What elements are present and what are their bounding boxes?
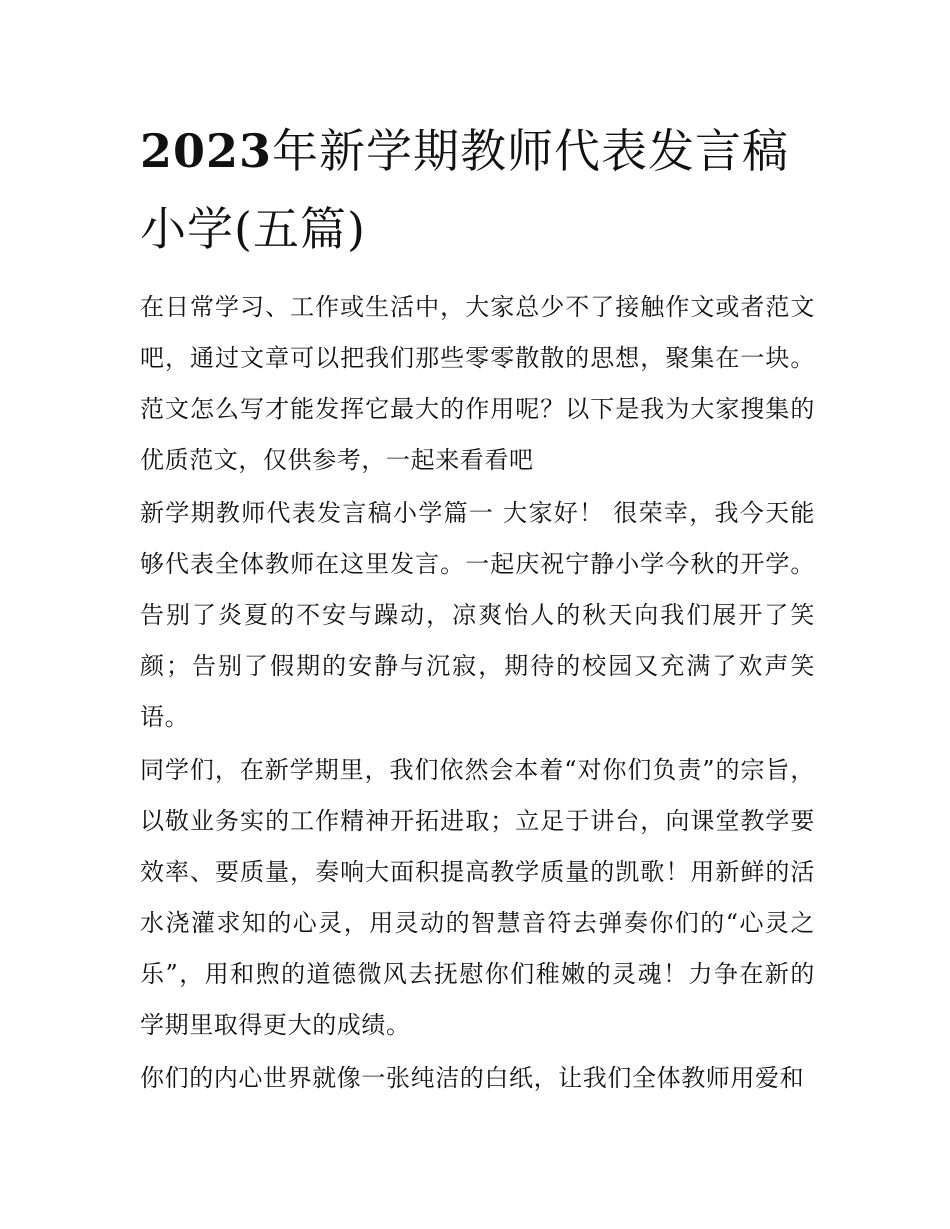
document-title <box>140 112 815 268</box>
intro-paragraph: 在日常学习、工作或生活中，大家总少不了接触作文或者范文吧，通过文章可以把我们那些零零散散的思想，聚集在一块。范文怎么写才能发挥它最大的作用呢？以下是我为大家搜集的优质范文，仅供参考，一起来看看吧 <box>140 293 815 474</box>
speech-paragraph-1: 新学期教师代表发言稿小学篇一 大家好！ 很荣幸，我今天能够代表全体教师在这里发言。一起庆祝宁静小学今秋的开学。告别了炎夏的不安与躁动，凉爽怡人的秋天向我们展开了笑颜；告别了假期的安静与沉寂，期待的校园又充满了欢声笑语。 <box>140 499 815 731</box>
title-text: 年新学期教师代表发言稿小学(五篇) <box>140 124 790 256</box>
speech-paragraph-2: 同学们，在新学期里，我们依然会本着“对你们负责”的宗旨，以敬业务实的工作精神开拓进取；立足于讲台，向课堂教学要效率、要质量，奏响大面积提高教学质量的凯歌！用新鲜的活水浇灌求知的心灵，用灵动的智慧音符去弹奏你们的“心灵之乐”，用和煦的道德微风去抚慰你们稚嫩的灵魂！力争在新的学期里取得更大的成绩。 <box>140 756 815 1039</box>
title-year: 2023 <box>140 124 273 178</box>
speech-paragraph-3: 你们的内心世界就像一张纯洁的白纸，让我们全体教师用爱和 <box>140 1064 805 1092</box>
document-content <box>140 112 815 1106</box>
document-body <box>140 282 815 1104</box>
